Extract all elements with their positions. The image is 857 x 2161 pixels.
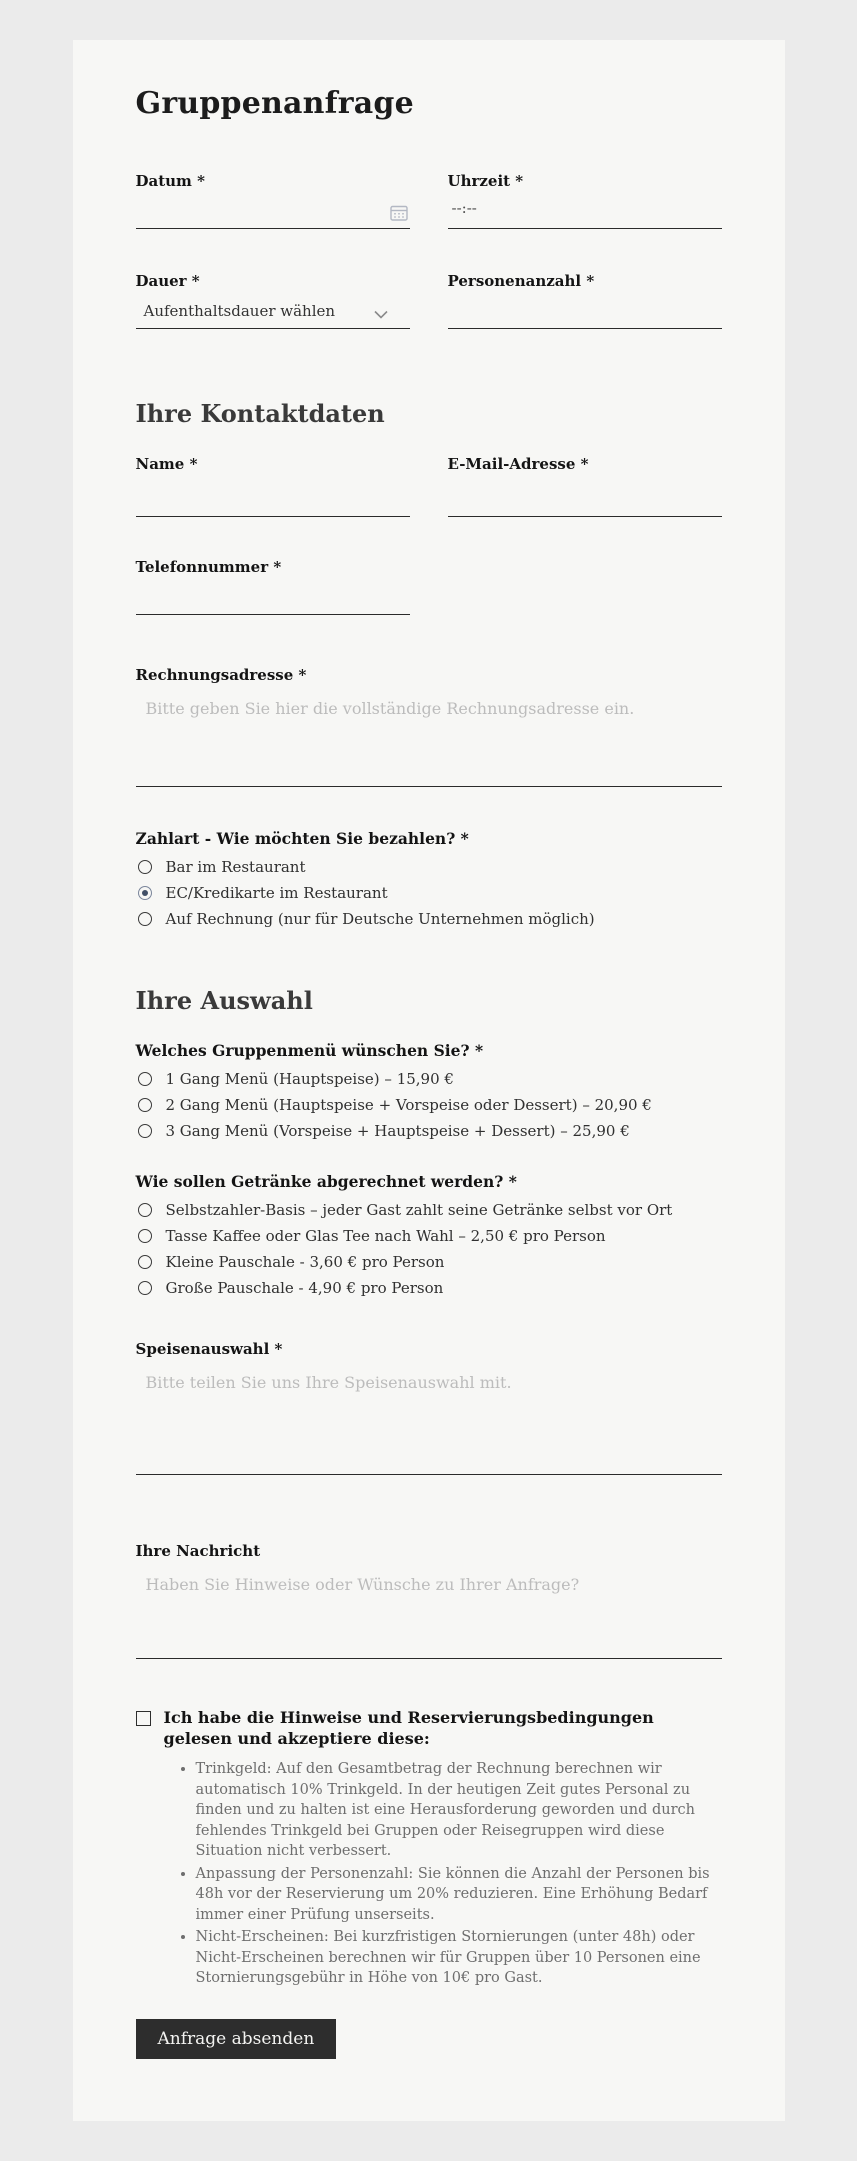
- date-field-group: [136, 171, 410, 229]
- row-date-time: [136, 171, 722, 229]
- time-value[interactable]: --:--: [451, 199, 477, 217]
- persons-field-group: [448, 271, 722, 329]
- calendar-icon[interactable]: [390, 205, 408, 221]
- terms-label: Ich habe die Hinweise und Reservierungsbedingungen gelesen und akzeptiere diese:: [163, 1708, 654, 1748]
- phone-field-group: [136, 557, 410, 615]
- radio-icon[interactable]: [138, 1203, 152, 1217]
- name-label: Name *: [135, 455, 198, 473]
- persons-label: Personenanzahl *: [447, 272, 595, 290]
- message-label: Ihre Nachricht: [135, 1542, 261, 1560]
- duration-field-group: [136, 271, 410, 329]
- phone-input[interactable]: [136, 583, 410, 615]
- radio-icon[interactable]: [138, 1098, 152, 1112]
- radio-option-cash[interactable]: [136, 854, 722, 880]
- radio-option-invoice[interactable]: [136, 906, 722, 932]
- terms-bullet-tip: • Trinkgeld: Auf den Gesamtbetrag der Rechnung berechnen wir automatisch 10% Trinkgeld. In der heutigen Zeit gutes Personal zu finden und zu halten ist eine Herausforderung geworden und durch fehlendes Trinkgeld bei Gruppen oder Reisegruppen wird diese Situation nicht verbessert.: [196, 1759, 722, 1862]
- radio-icon[interactable]: [138, 1124, 152, 1138]
- radio-option-large-flat[interactable]: [136, 1275, 722, 1301]
- radio-option-label: EC/Kredikarte im Restaurant: [165, 884, 388, 902]
- radio-icon[interactable]: [138, 1072, 152, 1086]
- menu-question-label: Welches Gruppenmenü wünschen Sie? *: [135, 1041, 484, 1060]
- row-duration-persons: [136, 271, 722, 329]
- name-input[interactable]: [136, 480, 410, 517]
- menu-radio-group: [136, 1066, 722, 1144]
- message-group: [136, 1541, 722, 1659]
- submit-button[interactable]: Anfrage absenden: [136, 2019, 337, 2059]
- radio-icon[interactable]: [138, 1255, 152, 1269]
- drinks-question-label: Wie sollen Getränke abgerechnet werden? *: [135, 1172, 517, 1191]
- billing-address-label: Rechnungsadresse *: [135, 666, 307, 684]
- contact-section-title: Ihre Kontaktdaten: [135, 399, 385, 428]
- email-label: E-Mail-Adresse *: [447, 455, 589, 473]
- duration-select[interactable]: [136, 297, 410, 329]
- name-input-text[interactable]: [136, 480, 410, 516]
- date-input-text[interactable]: [136, 197, 410, 228]
- page-title: Gruppenanfrage: [135, 86, 414, 121]
- billing-address-textarea[interactable]: [136, 691, 722, 787]
- terms-bullet-list: [182, 1759, 722, 1989]
- row-name-email: [136, 454, 722, 517]
- time-input[interactable]: [448, 197, 722, 229]
- radio-option-menu-3[interactable]: [136, 1118, 722, 1144]
- radio-option-label: Selbstzahler-Basis – jeder Gast zahlt seine Getränke selbst vor Ort: [165, 1201, 673, 1219]
- email-input-text[interactable]: [448, 480, 722, 516]
- food-selection-label: Speisenauswahl *: [135, 1340, 283, 1358]
- radio-option-menu-1[interactable]: [136, 1066, 722, 1092]
- terms-checkbox[interactable]: [136, 1711, 151, 1726]
- menu-choice-group: [136, 1041, 722, 1144]
- spacer-col: [448, 557, 722, 615]
- email-input[interactable]: [448, 480, 722, 517]
- radio-option-label: Tasse Kaffee oder Glas Tee nach Wahl – 2,50 € pro Person: [165, 1227, 606, 1245]
- radio-option-label: 2 Gang Menü (Hauptspeise + Vorspeise oder Dessert) – 20,90 €: [165, 1096, 652, 1114]
- duration-select-value: Aufenthaltsdauer wählen: [143, 302, 336, 320]
- radio-option-coffee-tea[interactable]: [136, 1223, 722, 1249]
- drinks-radio-group: [136, 1197, 722, 1301]
- duration-label: Dauer *: [135, 272, 200, 290]
- radio-icon[interactable]: [138, 1281, 152, 1295]
- radio-option-label: 1 Gang Menü (Hauptspeise) – 15,90 €: [165, 1070, 454, 1088]
- radio-option-label: Auf Rechnung (nur für Deutsche Unternehmen möglich): [165, 910, 595, 928]
- group-request-form: [73, 40, 785, 2121]
- billing-address-group: [136, 665, 722, 787]
- radio-option-card[interactable]: [136, 880, 722, 906]
- radio-option-small-flat[interactable]: [136, 1249, 722, 1275]
- message-textarea[interactable]: [136, 1567, 722, 1659]
- name-field-group: [136, 454, 410, 517]
- payment-radio-group: [136, 854, 722, 932]
- terms-section: [136, 1707, 722, 1989]
- terms-checkbox-row[interactable]: [136, 1707, 722, 1749]
- radio-icon[interactable]: [138, 912, 152, 926]
- persons-input[interactable]: [448, 297, 722, 329]
- radio-option-label: Bar im Restaurant: [165, 858, 306, 876]
- time-field-group: [448, 171, 722, 229]
- radio-option-self-pay[interactable]: [136, 1197, 722, 1223]
- terms-bullet-noshow: • Nicht-Erscheinen: Bei kurzfristigen Stornierungen (unter 48h) oder Nicht-Erscheinen berechnen wir für Gruppen über 10 Personen eine Stornierungsgebühr in Höhe von 10€ pro Gast.: [196, 1927, 722, 1989]
- radio-option-label: Große Pauschale - 4,90 € pro Person: [165, 1279, 444, 1297]
- chevron-down-icon: [374, 310, 388, 319]
- date-label: Datum *: [135, 172, 205, 190]
- drinks-billing-group: [136, 1172, 722, 1301]
- radio-icon[interactable]: [138, 886, 152, 900]
- terms-bullet-persons: • Anpassung der Personenzahl: Sie können die Anzahl der Personen bis 48h vor der Reservierung um 20% reduzieren. Eine Erhöhung Bedarf immer einer Prüfung unserseits.: [196, 1864, 722, 1926]
- time-label: Uhrzeit *: [447, 172, 524, 190]
- radio-option-menu-2[interactable]: [136, 1092, 722, 1118]
- phone-input-text[interactable]: [136, 583, 410, 614]
- radio-icon[interactable]: [138, 860, 152, 874]
- food-selection-group: [136, 1339, 722, 1475]
- payment-method-group: [136, 829, 722, 932]
- phone-label: Telefonnummer *: [135, 558, 282, 576]
- radio-option-label: 3 Gang Menü (Vorspeise + Hauptspeise + Dessert) – 25,90 €: [165, 1122, 630, 1140]
- date-input[interactable]: [136, 197, 410, 229]
- radio-icon[interactable]: [138, 1229, 152, 1243]
- row-phone: [136, 557, 722, 615]
- persons-input-text[interactable]: [448, 297, 722, 328]
- radio-option-label: Kleine Pauschale - 3,60 € pro Person: [165, 1253, 445, 1271]
- email-field-group: [448, 454, 722, 517]
- selection-section-title: Ihre Auswahl: [135, 986, 313, 1015]
- food-selection-textarea[interactable]: [136, 1365, 722, 1475]
- payment-question-label: Zahlart - Wie möchten Sie bezahlen? *: [135, 829, 469, 848]
